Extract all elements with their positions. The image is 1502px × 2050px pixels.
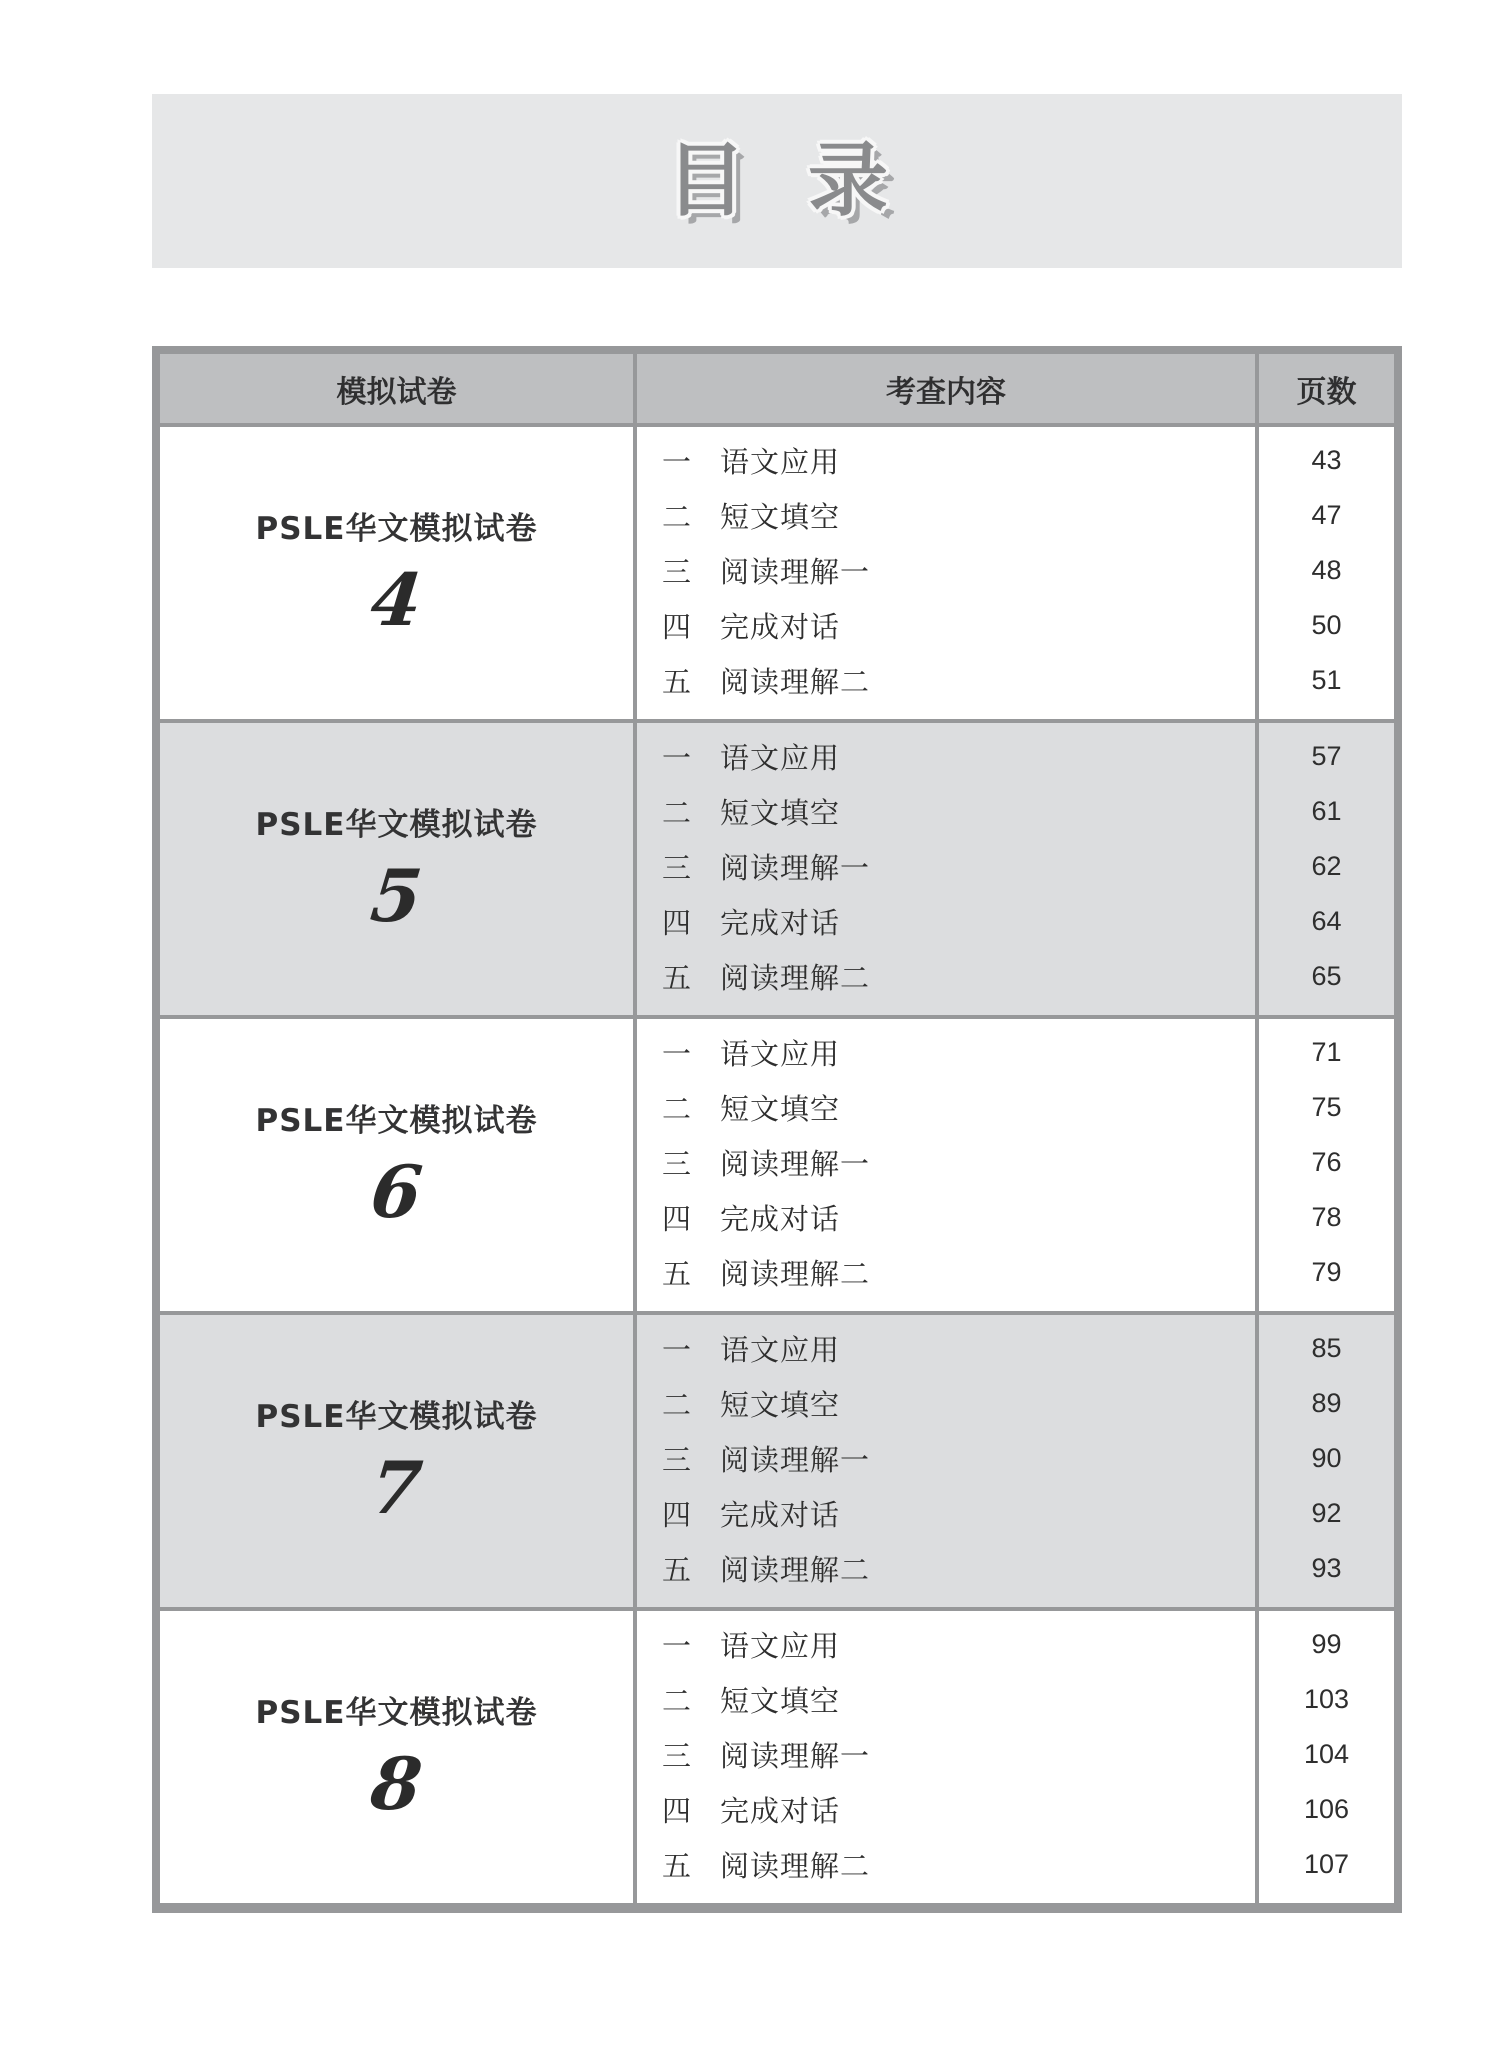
page-number[interactable]: 75 (1311, 1092, 1342, 1122)
paper-section (160, 1611, 1394, 1903)
page-cell (1259, 1611, 1394, 1903)
content-item[interactable] (637, 1383, 1255, 1423)
table-header (160, 354, 1394, 423)
page-number[interactable]: 78 (1311, 1202, 1342, 1232)
item-title: 阅读理解二 (720, 664, 871, 699)
item-numeral: 四 (662, 1497, 692, 1532)
item-numeral: 四 (662, 1201, 692, 1236)
content-item[interactable] (637, 495, 1255, 535)
page-number[interactable]: 93 (1311, 1553, 1342, 1583)
content-item[interactable] (637, 1438, 1255, 1478)
item-title: 短文填空 (720, 1091, 841, 1126)
content-item[interactable] (637, 1032, 1255, 1072)
item-title: 阅读理解一 (720, 1442, 871, 1477)
page-cell (1259, 723, 1394, 1015)
paper-label: PSLE华文模拟试卷 (255, 1103, 538, 1139)
item-title: 完成对话 (720, 609, 841, 644)
paper-cell (160, 1019, 633, 1311)
content-cell (637, 1611, 1255, 1903)
content-item[interactable] (637, 901, 1255, 941)
content-cell (637, 723, 1255, 1015)
item-numeral: 三 (662, 850, 692, 885)
title-char: 目 (666, 134, 746, 227)
content-item[interactable] (637, 440, 1255, 480)
item-numeral: 五 (662, 960, 692, 995)
paper-section (160, 1019, 1394, 1311)
item-title: 完成对话 (720, 905, 841, 940)
item-title: 完成对话 (720, 1793, 841, 1828)
item-title: 短文填空 (720, 499, 841, 534)
item-numeral: 五 (662, 1256, 692, 1291)
page-number[interactable]: 43 (1311, 445, 1342, 475)
item-title: 语文应用 (720, 1036, 841, 1071)
header-paper: 模拟试卷 (160, 354, 633, 423)
header-pages: 页数 (1259, 354, 1394, 423)
content-cell (637, 1019, 1255, 1311)
content-item[interactable] (637, 1252, 1255, 1292)
page-number[interactable]: 107 (1303, 1849, 1350, 1879)
item-title: 阅读理解一 (720, 1146, 871, 1181)
item-numeral: 四 (662, 905, 692, 940)
content-item[interactable] (637, 660, 1255, 700)
item-title: 阅读理解一 (720, 1738, 871, 1773)
title-char: 录 (808, 134, 888, 227)
paper-label: PSLE华文模拟试卷 (255, 807, 538, 843)
page-number[interactable]: 62 (1311, 851, 1342, 881)
paper-label: PSLE华文模拟试卷 (255, 511, 538, 547)
item-numeral: 五 (662, 1848, 692, 1883)
page-number[interactable]: 47 (1311, 500, 1342, 530)
paper-number: 6 (366, 1149, 427, 1234)
item-numeral: 二 (662, 499, 692, 534)
page-number[interactable]: 51 (1311, 665, 1342, 695)
item-numeral: 二 (662, 1387, 692, 1422)
page-cell (1259, 1019, 1394, 1311)
item-title: 阅读理解二 (720, 1256, 871, 1291)
content-item[interactable] (637, 1087, 1255, 1127)
paper-number: 8 (366, 1741, 427, 1826)
item-numeral: 一 (662, 444, 692, 479)
page-number[interactable]: 103 (1303, 1684, 1350, 1714)
paper-section (160, 1315, 1394, 1607)
contents-table (152, 346, 1402, 1913)
page-number[interactable]: 79 (1311, 1257, 1342, 1287)
item-title: 完成对话 (720, 1497, 841, 1532)
item-numeral: 三 (662, 1146, 692, 1181)
page-cell (1259, 427, 1394, 719)
item-numeral: 三 (662, 1442, 692, 1477)
paper-number: 7 (366, 1445, 427, 1530)
item-title: 阅读理解二 (720, 960, 871, 995)
page-number[interactable]: 90 (1311, 1443, 1342, 1473)
page-number[interactable]: 48 (1311, 555, 1342, 585)
page-number[interactable]: 65 (1311, 961, 1342, 991)
item-numeral: 一 (662, 740, 692, 775)
paper-section (160, 723, 1394, 1015)
item-numeral: 五 (662, 1552, 692, 1587)
content-item[interactable] (637, 1624, 1255, 1664)
content-item[interactable] (637, 846, 1255, 886)
content-item[interactable] (637, 1142, 1255, 1182)
page-number[interactable]: 50 (1311, 610, 1342, 640)
item-numeral: 二 (662, 1683, 692, 1718)
item-title: 语文应用 (720, 444, 841, 479)
paper-cell (160, 723, 633, 1015)
content-item[interactable] (637, 1844, 1255, 1884)
item-title: 语文应用 (720, 1332, 841, 1367)
content-item[interactable] (637, 1734, 1255, 1774)
content-item[interactable] (637, 1548, 1255, 1588)
item-title: 短文填空 (720, 1387, 841, 1422)
page-number[interactable]: 57 (1311, 741, 1342, 771)
content-item[interactable] (637, 550, 1255, 590)
content-item[interactable] (637, 736, 1255, 776)
page-number[interactable]: 99 (1311, 1629, 1342, 1659)
page-number[interactable]: 64 (1311, 906, 1342, 936)
content-item[interactable] (637, 605, 1255, 645)
content-item[interactable] (637, 956, 1255, 996)
paper-cell (160, 1611, 633, 1903)
page-cell (1259, 1315, 1394, 1607)
title-banner (152, 94, 1402, 268)
item-title: 语文应用 (720, 740, 841, 775)
item-title: 语文应用 (720, 1628, 841, 1663)
page-title (152, 94, 1402, 268)
content-item[interactable] (637, 1328, 1255, 1368)
content-item[interactable] (637, 1679, 1255, 1719)
page-number[interactable]: 104 (1303, 1739, 1350, 1769)
content-item[interactable] (637, 1789, 1255, 1829)
paper-number: 4 (366, 557, 427, 642)
item-title: 短文填空 (720, 795, 841, 830)
item-numeral: 一 (662, 1036, 692, 1071)
item-numeral: 一 (662, 1628, 692, 1663)
item-title: 阅读理解二 (720, 1552, 871, 1587)
item-title: 完成对话 (720, 1201, 841, 1236)
content-item[interactable] (637, 1493, 1255, 1533)
item-title: 阅读理解一 (720, 554, 871, 589)
item-numeral: 四 (662, 1793, 692, 1828)
paper-section (160, 427, 1394, 719)
paper-label: PSLE华文模拟试卷 (255, 1695, 538, 1731)
item-numeral: 二 (662, 1091, 692, 1126)
item-numeral: 三 (662, 554, 692, 589)
page-number[interactable]: 89 (1311, 1388, 1342, 1418)
item-title: 阅读理解一 (720, 850, 871, 885)
item-numeral: 二 (662, 795, 692, 830)
content-item[interactable] (637, 791, 1255, 831)
page-number[interactable]: 61 (1311, 796, 1342, 826)
page-number[interactable]: 85 (1311, 1333, 1342, 1363)
item-numeral: 四 (662, 609, 692, 644)
content-cell (637, 427, 1255, 719)
page-number[interactable]: 92 (1311, 1498, 1342, 1528)
item-title: 阅读理解二 (720, 1848, 871, 1883)
page-number[interactable]: 71 (1311, 1037, 1342, 1067)
item-numeral: 一 (662, 1332, 692, 1367)
content-item[interactable] (637, 1197, 1255, 1237)
page-number[interactable]: 106 (1303, 1794, 1350, 1824)
paper-number: 5 (366, 853, 427, 938)
paper-cell (160, 1315, 633, 1607)
page-number[interactable]: 76 (1311, 1147, 1342, 1177)
item-numeral: 三 (662, 1738, 692, 1773)
content-cell (637, 1315, 1255, 1607)
item-title: 短文填空 (720, 1683, 841, 1718)
item-numeral: 五 (662, 664, 692, 699)
header-content: 考查内容 (637, 354, 1255, 423)
paper-cell (160, 427, 633, 719)
paper-label: PSLE华文模拟试卷 (255, 1399, 538, 1435)
